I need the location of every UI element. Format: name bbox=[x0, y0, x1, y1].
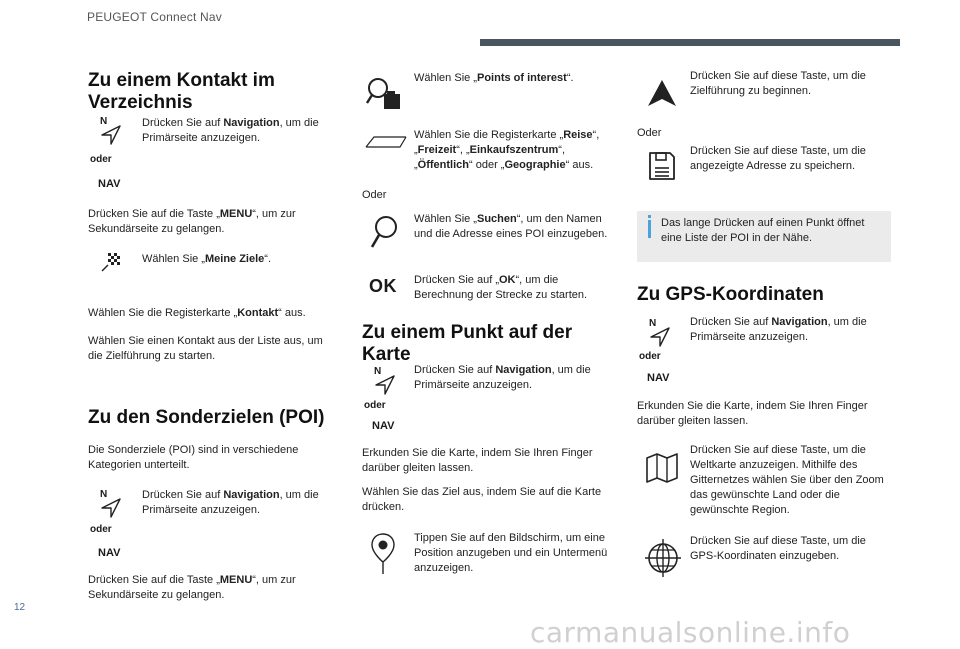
step-start-guidance: Drücken Sie auf diese Taste, um die Zielführung zu beginnen. bbox=[690, 70, 866, 97]
para-menu: Drücken Sie auf die Taste „MENU“, um zur Sekundärseite zu gelangen. bbox=[88, 208, 296, 235]
start-guidance-icon bbox=[646, 78, 678, 108]
step-navigation-poi: Drücken Sie auf Navigation, um die Primärseite anzuzeigen. bbox=[142, 489, 319, 516]
destination-flag-icon bbox=[100, 251, 122, 273]
step-gps-coordinates: Drücken Sie auf diese Taste, um die GPS-Koordinaten einzugeben. bbox=[690, 535, 866, 562]
navigation-arrow-icon bbox=[100, 497, 122, 519]
step-save-address: Drücken Sie auf diese Taste, um die angezeigte Adresse zu speichern. bbox=[690, 145, 866, 172]
para-explore-map-gps: Erkunden Sie die Karte, indem Sie Ihren Finger darüber gleiten lassen. bbox=[637, 400, 868, 427]
globe-coordinates-icon bbox=[644, 538, 682, 578]
step-navigation-gps: Drücken Sie auf Navigation, um die Primärseite anzuzeigen. bbox=[690, 316, 867, 343]
page-number: 12 bbox=[14, 602, 26, 613]
header-bar bbox=[480, 39, 900, 46]
heading-poi: Zu den Sonderzielen (POI) bbox=[88, 407, 325, 428]
location-pin-icon bbox=[370, 532, 396, 576]
info-icon bbox=[648, 215, 651, 218]
heading-point-on-map: Zu einem Punkt auf der Karte bbox=[362, 322, 573, 365]
watermark: carmanualsonline.info bbox=[530, 616, 851, 649]
para-select-target: Wählen Sie das Ziel aus, indem Sie auf die Karte drücken. bbox=[362, 486, 602, 513]
step-tap-screen: Tippen Sie auf den Bildschirm, um eine Position anzugeben und ein Untermenü anzuzeigen. bbox=[414, 532, 608, 574]
navigation-arrow-icon bbox=[649, 326, 671, 348]
step-meine-ziele: Wählen Sie „Meine Ziele“. bbox=[142, 253, 272, 265]
nav-button-icon: N oder NAV bbox=[639, 318, 670, 384]
nav-button-icon bbox=[90, 116, 136, 196]
heading-gps: Zu GPS-Koordinaten bbox=[637, 284, 824, 305]
running-header: PEUGEOT Connect Nav bbox=[87, 10, 222, 24]
info-note-text: Das lange Drücken auf einen Punkt öffnet eine Liste der POI in der Nähe. bbox=[661, 217, 865, 244]
info-bar bbox=[648, 220, 651, 238]
save-icon bbox=[648, 151, 676, 181]
nav-n-label: N bbox=[100, 116, 108, 127]
step-registerkarte: Wählen Sie die Registerkarte „Reise“, „Freizeit“, „Einkaufszentrum“, „Öffentlich“ oder „Geographie“ aus. bbox=[414, 129, 600, 171]
search-icon bbox=[368, 213, 402, 253]
nav-button-icon: N oder NAV bbox=[90, 489, 121, 559]
oder-text: Oder bbox=[637, 127, 662, 139]
para-select-contact: Wählen Sie einen Kontakt aus der Liste aus, um die Zielführung zu starten. bbox=[88, 335, 323, 362]
para-kontakt: Wählen Sie die Registerkarte „Kontakt“ aus. bbox=[88, 307, 306, 319]
step-suchen: Wählen Sie „Suchen“, um den Namen und die Adresse eines POI einzugeben. bbox=[414, 213, 608, 240]
world-map-icon bbox=[645, 452, 679, 484]
para-menu-poi: Drücken Sie auf die Taste „MENU“, um zur Sekundärseite zu gelangen. bbox=[88, 574, 296, 601]
para-explore-map: Erkunden Sie die Karte, indem Sie Ihren Finger darüber gleiten lassen. bbox=[362, 447, 593, 474]
ok-icon: OK bbox=[369, 276, 397, 296]
oder-label: oder bbox=[90, 154, 112, 165]
heading-contact: Zu einem Kontakt im Verzeichnis bbox=[88, 70, 275, 113]
step-navigation-map: Drücken Sie auf Navigation, um die Primärseite anzuzeigen. bbox=[414, 364, 591, 391]
step-navigation: Drücken Sie auf Navigation, um die Primärseite anzuzeigen. bbox=[142, 117, 319, 144]
step-points-of-interest: Wählen Sie „Points of interest“. bbox=[414, 72, 574, 84]
nav-label: NAV bbox=[98, 178, 121, 190]
oder-text: Oder bbox=[362, 189, 387, 201]
navigation-arrow-icon bbox=[100, 124, 122, 146]
nav-button-icon: N oder NAV bbox=[364, 366, 395, 432]
poi-magnifier-icon bbox=[364, 76, 404, 112]
info-note bbox=[637, 211, 891, 262]
navigation-arrow-icon bbox=[374, 374, 396, 396]
tab-icon bbox=[364, 135, 408, 149]
step-ok: Drücken Sie auf „OK“, um die Berechnung der Strecke zu starten. bbox=[414, 274, 588, 301]
step-world-map: Drücken Sie auf diese Taste, um die Weltkarte anzuzeigen. Mithilfe des Gitternetzes wählen Sie über den Zoom das gewünschte Land oder die gewünschte Region. bbox=[690, 444, 884, 516]
para-poi-categories: Die Sonderziele (POI) sind in verschiedene Kategorien unterteilt. bbox=[88, 444, 299, 471]
